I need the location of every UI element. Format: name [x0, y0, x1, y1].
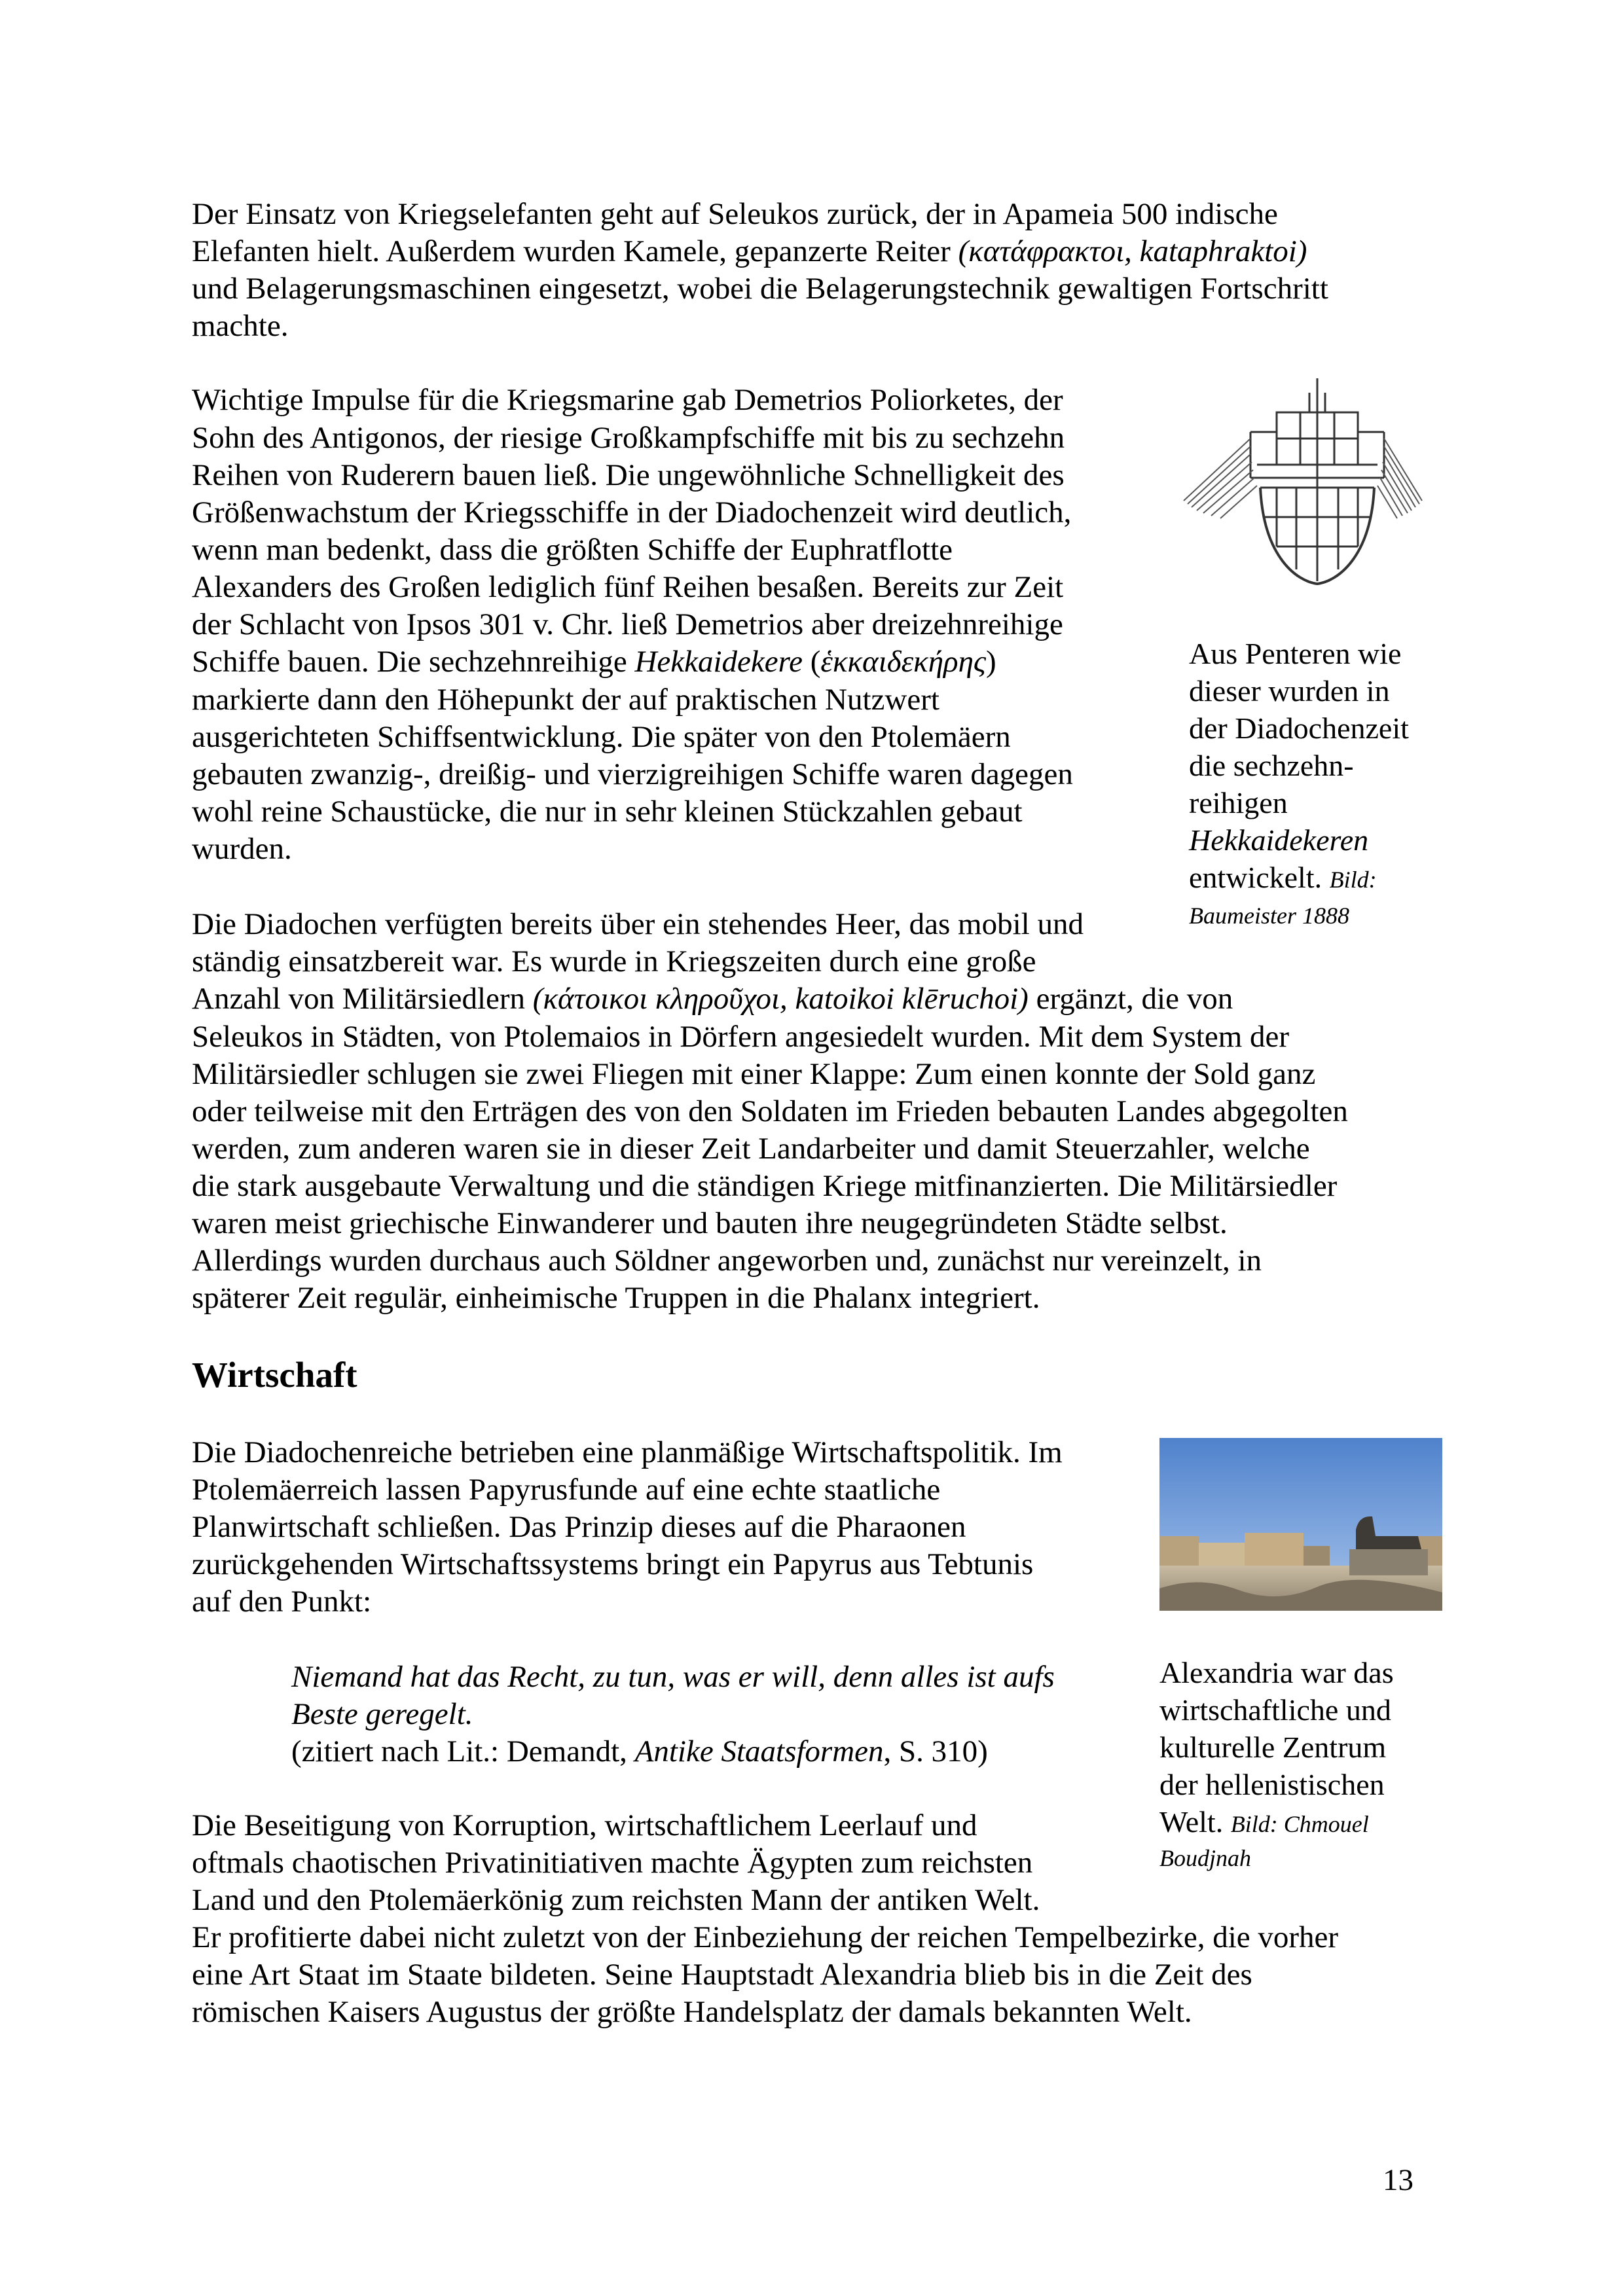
oars-left-icon [1184, 439, 1257, 518]
paren-close: ) [985, 645, 996, 679]
paragraph-1-line-3: und Belagerungsmaschinen eingesetzt, wobei die Belagerungstechnik gewaltigen Fortschritt [192, 272, 1328, 306]
quote-line-1: Niemand hat das Recht, zu tun, was er will, denn alles ist aufs [291, 1660, 1055, 1694]
paragraph-2-line-3: Reihen von Ruderern bauen ließ. Die ungewöhnliche Schnelligkeit des [192, 458, 1065, 492]
alexandria-caption-line-4: der hellenistischen [1159, 1768, 1385, 1801]
paragraph-3-line-5: Militärsiedler schlugen sie zwei Fliegen mit einer Klappe: Zum einen konnte der Sold ganz [192, 1057, 1316, 1091]
paragraph-5-line-6: römischen Kaisers Augustus der größte Handelsplatz der damals bekannten Welt. [192, 1995, 1192, 2029]
paragraph-4-line-2: Ptolemäerreich lassen Papyrusfunde auf eine echte staatliche [192, 1473, 941, 1507]
section-heading-wirtschaft: Wirtschaft [192, 1355, 357, 1395]
paragraph-3-line-1: Die Diadochen verfügten bereits über ein stehendes Heer, das mobil und [192, 907, 1084, 941]
quote-line-2: Beste geregelt. [291, 1697, 473, 1731]
paragraph-1-line-2 [192, 232, 1307, 270]
ship-caption-line-1: Aus Penteren wie [1189, 637, 1402, 670]
paragraph-4-line-5: auf den Punkt: [192, 1585, 372, 1619]
katoikoi-term: (κάτοικοι κληροῦχοι, katoikoi klēruchoi) [532, 982, 1029, 1016]
paragraph-3-line-10: Allerdings wurden durchaus auch Söldner angeworben und, zunächst nur vereinzelt, in [192, 1244, 1262, 1278]
quote-source [291, 1732, 988, 1770]
paragraph-2-line-9: markierte dann den Höhepunkt der auf praktischen Nutzwert [192, 683, 939, 717]
paragraph-3-line-7: werden, zum anderen waren sie in dieser Zeit Landarbeiter und damit Steuerzahler, welche [192, 1132, 1310, 1166]
paragraph-4-line-3: Planwirtschaft schließen. Das Prinzip dieses auf die Pharaonen [192, 1510, 966, 1544]
alexandria-caption-line-3: kulturelle Zentrum [1159, 1731, 1387, 1764]
paragraph-2-line-10: ausgerichteten Schiffsentwicklung. Die später von den Ptolemäern [192, 720, 1011, 754]
paragraph-2-line-5: wenn man bedenkt, dass die größten Schiffe der Euphratflotte [192, 533, 953, 567]
hekkaidekere-greek: ἑκκαιδεκήρης [820, 645, 986, 679]
ship-caption-line-5: reihigen [1189, 786, 1288, 819]
alexandria-photo [1159, 1438, 1442, 1611]
paragraph-1-line-4: machte. [192, 309, 289, 343]
alexandria-caption-line-1: Alexandria war das [1159, 1656, 1394, 1689]
alexandria-caption-line-5 [1159, 1803, 1369, 1843]
quote-source-page: , S. 310) [883, 1734, 988, 1768]
paragraph-5-line-4: Er profitierte dabei nicht zuletzt von der Einbeziehung der reichen Tempelbezirke, die vorher [192, 1920, 1339, 1954]
paragraph-3-line-4: Seleukos in Städten, von Ptolemaios in Dörfern angesiedelt wurden. Mit dem System der [192, 1020, 1290, 1054]
paragraph-2-line-7: der Schlacht von Ipsos 301 v. Chr. ließ Demetrios aber dreizehnreihige [192, 607, 1063, 641]
paragraph-3-line-8: die stark ausgebaute Verwaltung und die ständigen Kriege mitfinanzierten. Die Militärsiedler [192, 1169, 1338, 1203]
alexandria-caption-credit-2: Boudjnah [1159, 1845, 1251, 1871]
paragraph-4-line-1: Die Diadochenreiche betrieben eine planmäßige Wirtschaftspolitik. Im [192, 1435, 1063, 1469]
paragraph-5-line-2: oftmals chaotischen Privatinitiativen machte Ägypten zum reichsten [192, 1846, 1033, 1880]
ship-cross-section-icon [1250, 378, 1384, 584]
paragraph-3-line-3 [192, 980, 1233, 1018]
paragraph-2-line-8 [192, 643, 996, 681]
ship-caption-credit: Baumeister 1888 [1189, 903, 1349, 929]
paren-open: ( [803, 645, 821, 679]
paragraph-2-line-1: Wichtige Impulse für die Kriegsmarine gab Demetrios Poliorketes, der [192, 383, 1063, 417]
paragraph-2-line-11: gebauten zwanzig-, dreißig- und vierzigreihigen Schiffe waren dagegen [192, 757, 1073, 791]
ship-caption-line-6: Hekkaidekeren [1189, 823, 1369, 857]
paragraph-2-line-13: wurden. [192, 832, 292, 866]
paragraph-3-line-3-text: Anzahl von Militärsiedlern [192, 982, 533, 1016]
paragraph-2-line-12: wohl reine Schaustücke, die nur in sehr kleinen Stückzahlen gebaut [192, 795, 1023, 829]
paragraph-1-line-1: Der Einsatz von Kriegselefanten geht auf Seleukos zurück, der in Apameia 500 indische [192, 197, 1278, 231]
ship-caption-line-4: die sechzehn- [1189, 749, 1354, 782]
ship-caption-credit-label: Bild: [1329, 867, 1377, 893]
paragraph-2-line-8-text: Schiffe bauen. Die sechzehnreihige [192, 645, 635, 679]
page-number: 13 [1383, 2163, 1413, 2197]
paragraph-3-line-3-end: ergänzt, die von [1028, 982, 1233, 1016]
hekkaidekere-term: Hekkaidekere [634, 645, 803, 679]
paragraph-5-line-5: eine Art Staat im Staate bildeten. Seine Hauptstadt Alexandria blieb bis in die Zeit des [192, 1958, 1252, 1992]
paragraph-2-line-4: Größenwachstum der Kriegsschiffe in der Diadochenzeit wird deutlich, [192, 495, 1072, 529]
paragraph-2-line-2: Sohn des Antigonos, der riesige Großkampfschiffe mit bis zu sechzehn [192, 421, 1065, 455]
paragraph-3-line-9: waren meist griechische Einwanderer und bauten ihre neugegründeten Städte selbst. [192, 1206, 1228, 1240]
paragraph-1-line-2-text: Elefanten hielt. Außerdem wurden Kamele, gepanzerte Reiter [192, 234, 958, 268]
alexandria-caption-credit: Bild: Chmouel [1230, 1811, 1369, 1837]
ship-caption-line-7-text: entwickelt. [1189, 861, 1330, 894]
paragraph-3-line-2: ständig einsatzbereit war. Es wurde in Kriegszeiten durch eine große [192, 944, 1036, 978]
kataphraktoi-term: (κατάφρακτοι, kataphraktoi) [958, 234, 1307, 268]
paragraph-3-line-6: oder teilweise mit den Erträgen des von den Soldaten im Frieden bebauten Landes abgegolten [192, 1094, 1348, 1128]
paragraph-4-line-4: zurückgehenden Wirtschaftssystems bringt ein Papyrus aus Tebtunis [192, 1547, 1034, 1581]
quote-source-title: Antike Staatsformen [634, 1734, 884, 1768]
quote-source-text: (zitiert nach Lit.: Demandt, [291, 1734, 635, 1768]
paragraph-2-line-6: Alexanders des Großen lediglich fünf Reihen besaßen. Bereits zur Zeit [192, 570, 1064, 604]
alexandria-caption-line-5-text: Welt. [1159, 1805, 1231, 1839]
penteres-figure [1178, 373, 1427, 602]
ship-caption-line-7 [1189, 859, 1377, 899]
alexandria-caption-line-2: wirtschaftliche und [1159, 1693, 1391, 1727]
ship-caption-line-2: dieser wurden in [1189, 674, 1390, 708]
ship-caption-line-3: der Diadochenzeit [1189, 711, 1409, 745]
paragraph-5-line-3: Land und den Ptolemäerkönig zum reichsten Mann der antiken Welt. [192, 1883, 1040, 1917]
paragraph-5-line-1: Die Beseitigung von Korruption, wirtschaftlichem Leerlauf und [192, 1808, 977, 1842]
paragraph-3-line-11: späterer Zeit regulär, einheimische Truppen in die Phalanx integriert. [192, 1281, 1040, 1315]
